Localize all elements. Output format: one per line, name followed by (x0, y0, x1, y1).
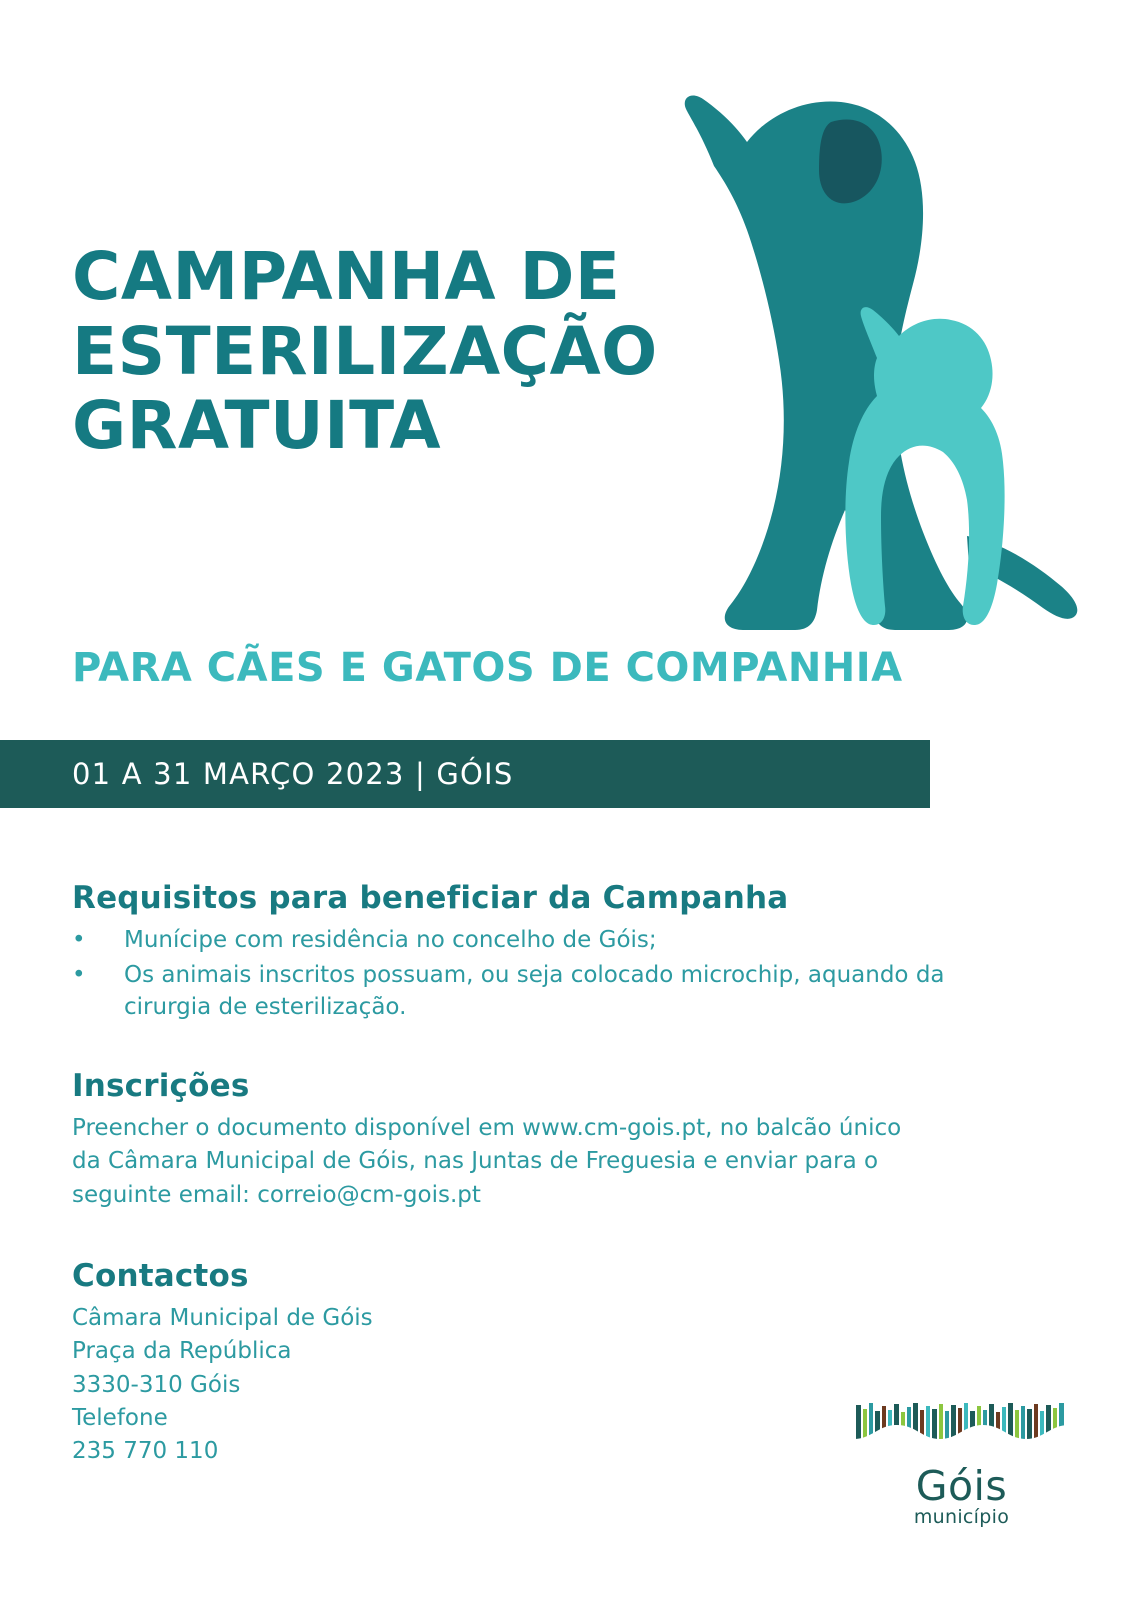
contact-line: Câmara Municipal de Góis (72, 1305, 373, 1331)
list-item (72, 924, 952, 957)
logo-subtitle: município (913, 1506, 1010, 1528)
requirements-title: Requisitos para beneficiar da Campanha (72, 880, 789, 916)
bullet-icon: • (72, 961, 86, 988)
poster-body (72, 880, 952, 1503)
poster-subheadline: PARA CÃES E GATOS DE COMPANHIA (72, 645, 903, 691)
requirements-section (72, 880, 952, 1024)
registration-section (72, 1068, 952, 1212)
requirements-list (72, 924, 952, 1024)
list-item (72, 959, 952, 1024)
requirement-text: Munícipe com residência no concelho de Góis; (124, 927, 657, 953)
dog-and-cat-illustration (681, 70, 1101, 650)
headline-line-1: CAMPANHA DE (72, 238, 621, 315)
headline-line-2: ESTERILIZAÇÃO (72, 312, 658, 390)
bullet-icon: • (72, 927, 86, 953)
logo-name: Góis (915, 1461, 1008, 1510)
logo-mark-icon (854, 1401, 1069, 1463)
contact-line: 235 770 110 (72, 1438, 219, 1465)
gois-municipality-logo (854, 1401, 1069, 1528)
headline-line-3: GRATUITA (72, 387, 442, 465)
date-band-text: 01 A 31 MARÇO 2023 | GÓIS (72, 757, 514, 791)
contacts-title: Contactos (72, 1258, 249, 1294)
contact-line: 3330-310 Góis (72, 1371, 241, 1398)
date-band (0, 740, 930, 808)
registration-text: Preencher o documento disponível em www.cm-gois.pt, no balcão único da Câmara Municipal de Góis, nas Juntas de Freguesia e enviar para o seguinte email: correio@cm-gois.pt (72, 1114, 902, 1208)
registration-title: Inscrições (72, 1067, 250, 1104)
requirement-text: Os animais inscritos possuam, ou seja colocado microchip, aquando da cirurgia de esterilização. (124, 961, 945, 1021)
poster-headline (72, 240, 712, 464)
contact-line: Praça da República (72, 1338, 292, 1365)
contacts-section (72, 1258, 952, 1469)
contact-line: Telefone (72, 1405, 168, 1432)
